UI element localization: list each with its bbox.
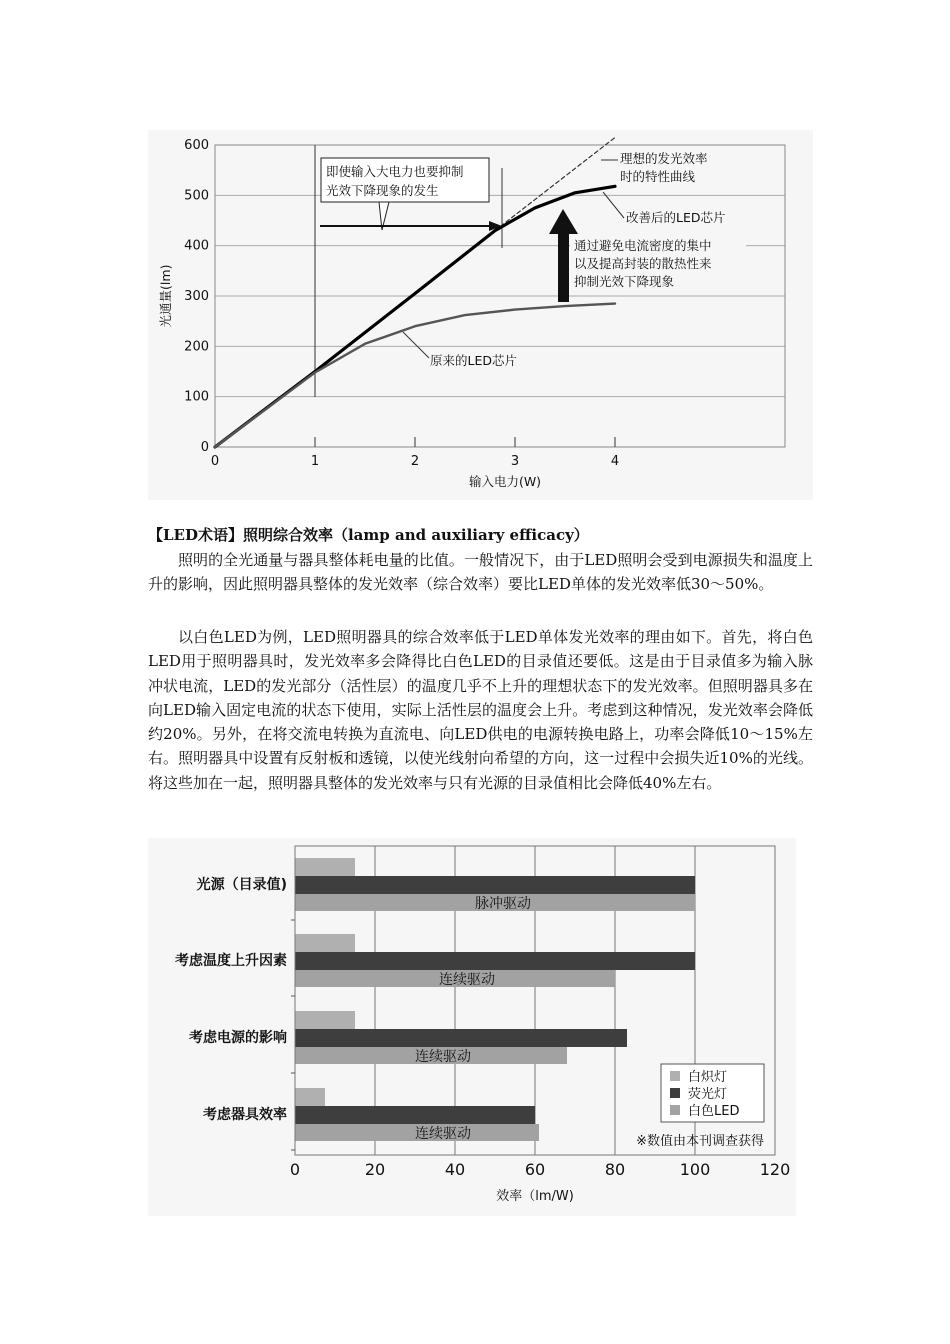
bar-0-0 (295, 858, 355, 876)
annotation-improvement-line3: 抑制光效下降现象 (574, 274, 675, 289)
bar-drive-label: 连续驱动 (415, 1049, 471, 1065)
original-leader (403, 332, 429, 358)
x-tick-label: 3 (510, 454, 520, 469)
annotation-original: 原来的LED芯片 (430, 353, 517, 368)
x-axis-label: 输入电力(W) (468, 474, 542, 489)
annotation-improved: 改善后的LED芯片 (626, 210, 726, 225)
improved-leader (603, 192, 624, 218)
bar-2-0 (295, 1011, 355, 1029)
y-axis-label: 光通量(lm) (158, 264, 173, 328)
annotation-ideal-line1: 理想的发光效率 (620, 151, 708, 166)
y-tick-label: 200 (184, 339, 209, 355)
annotation-high-power-line2: 光效下降现象的发生 (326, 183, 439, 198)
legend-label-white-led: 白色LED (688, 1104, 740, 1119)
bar-x-tick-label: 20 (364, 1160, 386, 1179)
section-title: 【LED术语】照明综合效率（lamp and auxiliary efficacy） (148, 526, 589, 544)
x-tick-label: 4 (610, 454, 620, 469)
category-label: 考虑电源的影响 (189, 1030, 287, 1046)
x-tick-label: 2 (410, 454, 420, 469)
legend-swatch-incandescent (670, 1071, 680, 1081)
x-tick-label: 1 (310, 454, 320, 469)
legend-swatch-white-led (670, 1105, 680, 1115)
annotation-improvement-line2: 以及提高封装的散热性来 (574, 256, 712, 271)
paragraph-definition: 照明的全光通量与器具整体耗电量的比值。一般情况下，由于LED照明会受到电源损失和温度上升的影响，因此照明器具整体的发光效率（综合效率）要比LED单体的发光效率低30～50%。 (148, 551, 813, 594)
bar-drive-label: 连续驱动 (415, 1126, 471, 1142)
category-label: 光源（目录值) (196, 877, 287, 893)
y-tick-label: 500 (184, 188, 209, 204)
bar-0-1 (295, 876, 695, 894)
annotation-improvement-line1: 通过避免电流密度的集中 (574, 238, 712, 253)
paragraph-explanation: 以白色LED为例，LED照明器具的综合效率低于LED单体发光效率的理由如下。首先，将白色LED用于照明器具时，发光效率多会降得比白色LED的目录值还要低。这是由于目录值多为输入脉冲状电流，LED的发光部分（活性层）的温度几乎不上升的理想状态下的发光效率。但照明器具多在向LED输入固定电流的状态下使用，实际上活性层的温度会上升。考虑到这种情况，发光效率会降低约20%。另外，在将交流电转换为直流电、向LED供电的电源转换电路上，功率会降低10～15%左右。照明器具中设置有反射板和透镜，以使光线射向希望的方向，这一过程中会损失近10%的光线。将这些加在一起，照明器具整体的发光效率与只有光源的目录值相比会降低40%左右。 (148, 628, 813, 792)
survey-note: ※数值由本刊调查获得 (636, 1134, 764, 1149)
bar-2-1 (295, 1029, 627, 1047)
luminous-flux-chart-svg (148, 130, 813, 500)
series-line-0 (495, 138, 615, 231)
bar-1-1 (295, 952, 695, 970)
legend-label-fluorescent: 荧光灯 (688, 1087, 728, 1102)
bar-x-axis-label: 效率（lm/W) (496, 1189, 574, 1204)
efficiency-bar-chart (148, 838, 796, 1216)
bar-1-0 (295, 934, 355, 952)
improvement-arrow-shaft (558, 230, 569, 302)
y-tick-label: 100 (184, 389, 209, 405)
bar-drive-label: 脉冲驱动 (475, 896, 531, 912)
bar-x-tick-label: 120 (759, 1160, 791, 1179)
y-tick-label: 400 (184, 238, 209, 254)
y-tick-label: 600 (184, 138, 209, 153)
bar-x-tick-label: 60 (524, 1160, 546, 1179)
annotation-ideal-line2: 时的特性曲线 (620, 169, 696, 184)
bar-drive-label: 连续驱动 (439, 972, 495, 988)
y-tick-label: 300 (184, 289, 209, 304)
bar-x-tick-label: 100 (679, 1160, 711, 1179)
bar-3-1 (295, 1106, 535, 1124)
bar-x-tick-label: 80 (604, 1160, 626, 1179)
bar-3-0 (295, 1088, 325, 1106)
series-line-2 (215, 304, 615, 447)
improvement-arrowhead (549, 209, 578, 234)
x-tick-label: 0 (210, 454, 220, 469)
y-tick-label: 0 (200, 440, 209, 455)
annotation-high-power-line1: 即使输入大电力也要抑制 (326, 164, 464, 179)
category-label: 考虑器具效率 (203, 1107, 287, 1123)
luminous-flux-chart (148, 130, 813, 500)
legend-label-incandescent: 白炽灯 (688, 1070, 728, 1085)
bar-x-tick-label: 40 (444, 1160, 466, 1179)
efficiency-bar-chart-svg (148, 838, 796, 1216)
legend-swatch-fluorescent (670, 1088, 680, 1098)
bar-x-tick-label: 0 (289, 1160, 301, 1179)
category-label: 考虑温度上升因素 (175, 953, 287, 969)
